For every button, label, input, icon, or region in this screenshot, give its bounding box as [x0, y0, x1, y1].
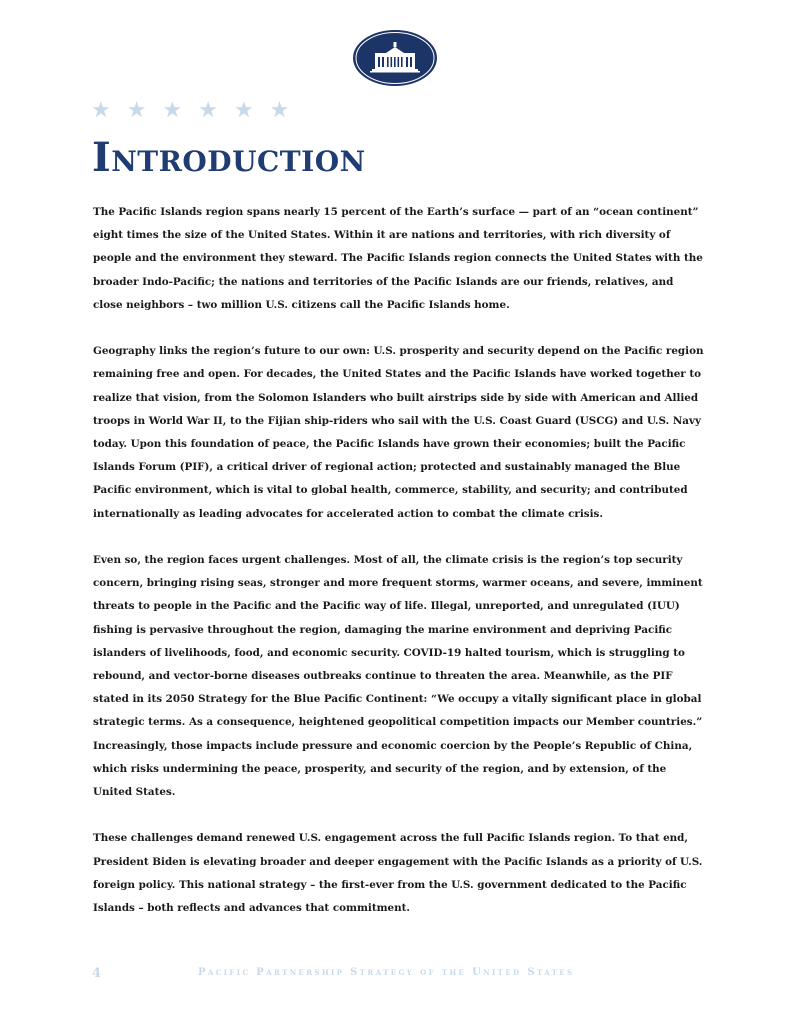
white-house-seal-icon: [352, 29, 438, 87]
paragraph: Even so, the region faces urgent challenges. Most of all, the climate crisis is the region’s top security concern, bringing rising seas, stronger and more frequent storms, warmer oceans, and severe, imminent threats to people in the Pacific and the Pacific way of life. Illegal, unreported, and unregulated (IUU) fishing is pervasive throughout the region, damaging the marine environment and depriving Pacific islanders of livelihoods, food, and economic security. COVID-19 halted tourism, which is struggling to rebound, and vector-borne diseases outbreaks continue to threaten the area. Meanwhile, as the PIF stated in its 2050 Strategy for the Blue Pacific Continent: “We occupy a vitally significant place in global strategic terms. As a consequence, heightened geopolitical competition impacts our Member countries.” Increasingly, those impacts include pressure and economic coercion by the People’s Republic of China, which risks undermining the peace, prosperity, and security of the region, and by extension, of the United States.: [93, 554, 703, 799]
body-text: [93, 201, 705, 943]
page-number: 4: [92, 966, 102, 981]
star-icon: ★: [162, 98, 187, 123]
star-icon: ★: [233, 98, 258, 123]
star-icon: ★: [198, 98, 222, 123]
footer-document-title: Pacific Partnership Strategy of the United States: [198, 967, 575, 978]
paragraph: Geography links the region’s future to our own: U.S. prosperity and security depend on the Pacific region remaining free and open. For decades, the United States and the Pacific Islands have worked together to realize that vision, from the Solomon Islanders who built airstrips side by side with American and Allied troops in World War II, to the Fijian ship-riders who sail with the U.S. Coast Guard (USCG) and U.S. Navy today. Upon this foundation of peace, the Pacific Islands have grown their economies; built the Pacific Islands Forum (PIF), a critical driver of regional action; protected and sustainably managed the Blue Pacific environment, which is vital to global health, commerce, stability, and security; and contributed internationally as leading advocates for accelerated action to combat the climate crisis.: [93, 345, 704, 520]
star-icon: ★: [91, 98, 115, 123]
star-icon: ★: [269, 98, 294, 123]
paragraph: The Pacific Islands region spans nearly 15 percent of the Earth’s surface — part of an “ocean continent” eight times the size of the United States. Within it are nations and territories, with rich diversity of people and the environment they steward. The Pacific Islands region connects the United States with the broader Indo-Pacific; the nations and territories of the Pacific Islands are our friends, relatives, and close neighbors – two million U.S. citizens call the Pacific Islands home.: [93, 206, 703, 311]
paragraph: These challenges demand renewed U.S. engagement across the full Pacific Islands region. To that end, President Biden is elevating broader and deeper engagement with the Pacific Islands as a priority of U.S. foreign policy. This national strategy – the first-ever from the U.S. government dedicated to the Pacific Islands – both reflects and advances that commitment.: [93, 832, 703, 915]
decorative-stars: [91, 98, 294, 124]
star-icon: ★: [126, 98, 151, 123]
page-title: Introduction: [92, 134, 366, 181]
